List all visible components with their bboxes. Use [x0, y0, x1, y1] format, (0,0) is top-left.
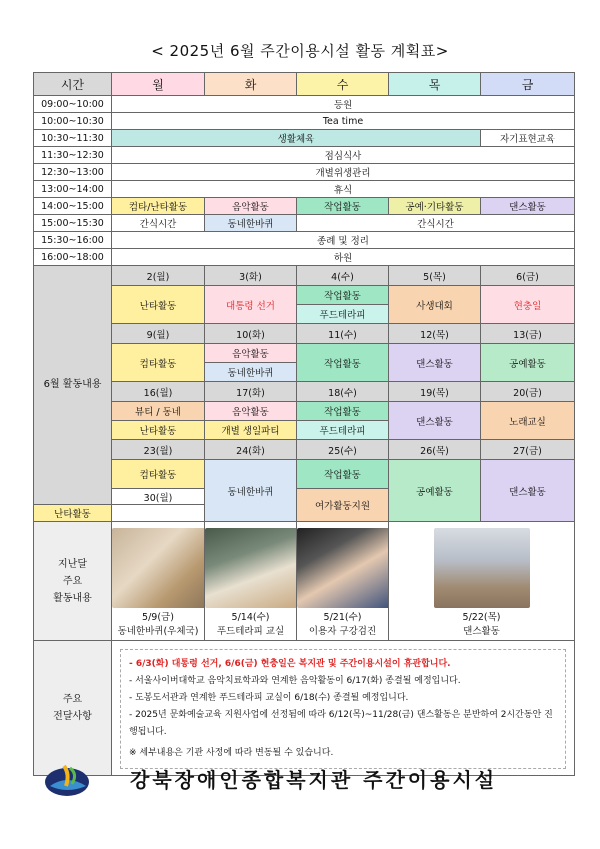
- time-slot: 15:30~16:00: [34, 232, 112, 249]
- activity-cell: 동네한바퀴: [205, 363, 297, 382]
- activity-cell: 공예활동: [481, 344, 575, 382]
- time-slot: 15:00~15:30: [34, 215, 112, 232]
- day-header-mon: 월: [112, 73, 205, 96]
- activity-cell: 작업활동: [297, 402, 389, 421]
- date-cell: 26(목): [389, 440, 481, 460]
- time-header: 시간: [34, 73, 112, 96]
- page-title: < 2025년 6월 주간이용시설 활동 계획표>: [151, 42, 449, 60]
- date-cell: 9(월): [112, 324, 205, 344]
- date-cell: 3(화): [205, 266, 297, 286]
- day-header-wed: 수: [297, 73, 389, 96]
- time-slot: 14:00~15:00: [34, 198, 112, 215]
- date-cell: 18(수): [297, 382, 389, 402]
- schedule-item: 동네한바퀴: [205, 215, 297, 232]
- date-cell: 25(수): [297, 440, 389, 460]
- date-cell: 6(금): [481, 266, 575, 286]
- schedule-item: 댄스활동: [481, 198, 575, 215]
- schedule-item: 하원: [112, 249, 575, 266]
- org-logo: [40, 760, 100, 800]
- photo-date: 5/21(수): [323, 612, 362, 623]
- activity-cell: 작업활동: [297, 460, 389, 489]
- date-cell: 11(수): [297, 324, 389, 344]
- activity-cell: 작업활동: [297, 286, 389, 305]
- date-cell: 10(화): [205, 324, 297, 344]
- photo-caption: 푸드테라피 교실: [216, 626, 285, 637]
- activity-cell: 컴타활동: [112, 344, 205, 382]
- day-header-thu: 목: [389, 73, 481, 96]
- photo-caption: 동네한바퀴(우체국): [117, 626, 199, 637]
- time-slot: 13:00~14:00: [34, 181, 112, 198]
- label-line: 활동내용: [53, 592, 92, 604]
- notice-list: [120, 649, 566, 769]
- last-month-label: [34, 522, 112, 641]
- activity-photo-card: [389, 522, 575, 641]
- photo-date: 5/14(수): [231, 612, 270, 623]
- schedule-item: 간식시간: [112, 215, 205, 232]
- time-slot: 10:30~11:30: [34, 130, 112, 147]
- activity-cell: 작업활동: [297, 344, 389, 382]
- label-line: 주요: [62, 694, 83, 705]
- notice-note: ※ 세부내용은 기관 사정에 따라 변동될 수 있습니다.: [129, 748, 334, 758]
- photo-dental-check: [297, 528, 389, 608]
- time-slot: 10:00~10:30: [34, 113, 112, 130]
- date-cell: 19(목): [389, 382, 481, 402]
- header-row: [34, 73, 575, 96]
- schedule-item: 작업활동: [297, 198, 389, 215]
- photo-post-office: [112, 528, 205, 608]
- schedule-item: 종례 및 정리: [112, 232, 575, 249]
- date-cell: 4(수): [297, 266, 389, 286]
- label-line: 지난달: [58, 558, 87, 570]
- date-cell: 27(금): [481, 440, 575, 460]
- date-cell: 12(목): [389, 324, 481, 344]
- activity-cell: 푸드테라피: [297, 305, 389, 324]
- time-slot: 09:00~10:00: [34, 96, 112, 113]
- notice-label: [34, 641, 112, 776]
- schedule-item: Tea time: [112, 113, 575, 130]
- notice-item: - 6/3(화) 대통령 선거, 6/6(금) 현충일은 복지관 및 주간이용시설이 휴관합니다.: [129, 659, 451, 669]
- activity-cell: 난타활동: [112, 421, 205, 440]
- date-cell: 2(월): [112, 266, 205, 286]
- activity-cell: 여가활동지원: [297, 489, 389, 522]
- day-header-tue: 화: [205, 73, 297, 96]
- activity-cell: 노래교실: [481, 402, 575, 440]
- activity-photo-card: [205, 522, 297, 641]
- date-cell: 24(화): [205, 440, 297, 460]
- time-slot: 16:00~18:00: [34, 249, 112, 266]
- date-cell: 5(목): [389, 266, 481, 286]
- activity-cell: 뷰티 / 동네: [112, 402, 205, 421]
- label-line: 주요: [62, 575, 83, 587]
- schedule-item: 공예·기타활동: [389, 198, 481, 215]
- activity-cell: 댄스활동: [389, 344, 481, 382]
- photo-dance: [434, 528, 530, 608]
- schedule-item: 점심식사: [112, 147, 575, 164]
- activity-cell: 푸드테라피: [297, 421, 389, 440]
- date-cell: 13(금): [481, 324, 575, 344]
- notice-item: - 서울사이버대학교 음악치료학과와 연계한 음악활동이 6/17(화) 종결될 예정입니다.: [129, 676, 461, 686]
- activity-cell: 대통령 선거: [205, 286, 297, 324]
- organization-name: 강북장애인종합복지관 주간이용시설: [130, 768, 498, 792]
- schedule-item: 등원: [112, 96, 575, 113]
- date-cell: 17(화): [205, 382, 297, 402]
- activity-cell: 음악활동: [205, 344, 297, 363]
- activity-cell: 현충일: [481, 286, 575, 324]
- activity-photo-card: [297, 522, 389, 641]
- notice-item: - 2025년 문화예술교육 지원사업에 선정됨에 따라 6/12(목)~11/28(금) 댄스활동은 분반하여 2시간동안 진행됩니다.: [129, 710, 553, 737]
- notice-box: [112, 641, 575, 776]
- photo-caption: 이용자 구강검진: [308, 626, 377, 637]
- date-cell: 30(월): [112, 489, 205, 505]
- activity-cell: 개별 생일파티: [205, 421, 297, 440]
- activity-cell: 댄스활동: [481, 460, 575, 522]
- photo-date: 5/9(금): [142, 612, 174, 623]
- schedule-item: 자기표현교육: [481, 130, 575, 147]
- schedule-item: 음악활동: [205, 198, 297, 215]
- schedule-item: 간식시간: [297, 215, 575, 232]
- activity-cell: 공예활동: [389, 460, 481, 522]
- time-slot: 11:30~12:30: [34, 147, 112, 164]
- schedule-item: 컴타/난타활동: [112, 198, 205, 215]
- activity-cell: 컴타활동: [112, 460, 205, 489]
- activity-photo-card: [112, 522, 205, 641]
- activity-cell: 댄스활동: [389, 402, 481, 440]
- date-cell: 16(월): [112, 382, 205, 402]
- photo-food-therapy: [205, 528, 297, 608]
- schedule-item: 개별위생관리: [112, 164, 575, 181]
- schedule-item: 생활체육: [112, 130, 481, 147]
- activity-cell: 사생대회: [389, 286, 481, 324]
- schedule-table: [33, 72, 575, 776]
- notice-item: - 도봉도서관과 연계한 푸드테라피 교실이 6/18(수) 종결될 예정입니다.: [129, 693, 409, 703]
- date-cell: 23(월): [112, 440, 205, 460]
- day-header-fri: 금: [481, 73, 575, 96]
- activity-cell: 난타활동: [34, 505, 112, 522]
- label-line: 전달사항: [53, 711, 92, 722]
- time-slot: 12:30~13:00: [34, 164, 112, 181]
- monthly-label: 6월 활동내용: [34, 266, 112, 505]
- photo-date: 5/22(목): [462, 612, 501, 623]
- photo-caption: 댄스활동: [463, 626, 500, 637]
- schedule-item: 휴식: [112, 181, 575, 198]
- activity-cell: 동네한바퀴: [205, 460, 297, 522]
- activity-cell: 음악활동: [205, 402, 297, 421]
- date-cell: 20(금): [481, 382, 575, 402]
- activity-cell: 난타활동: [112, 286, 205, 324]
